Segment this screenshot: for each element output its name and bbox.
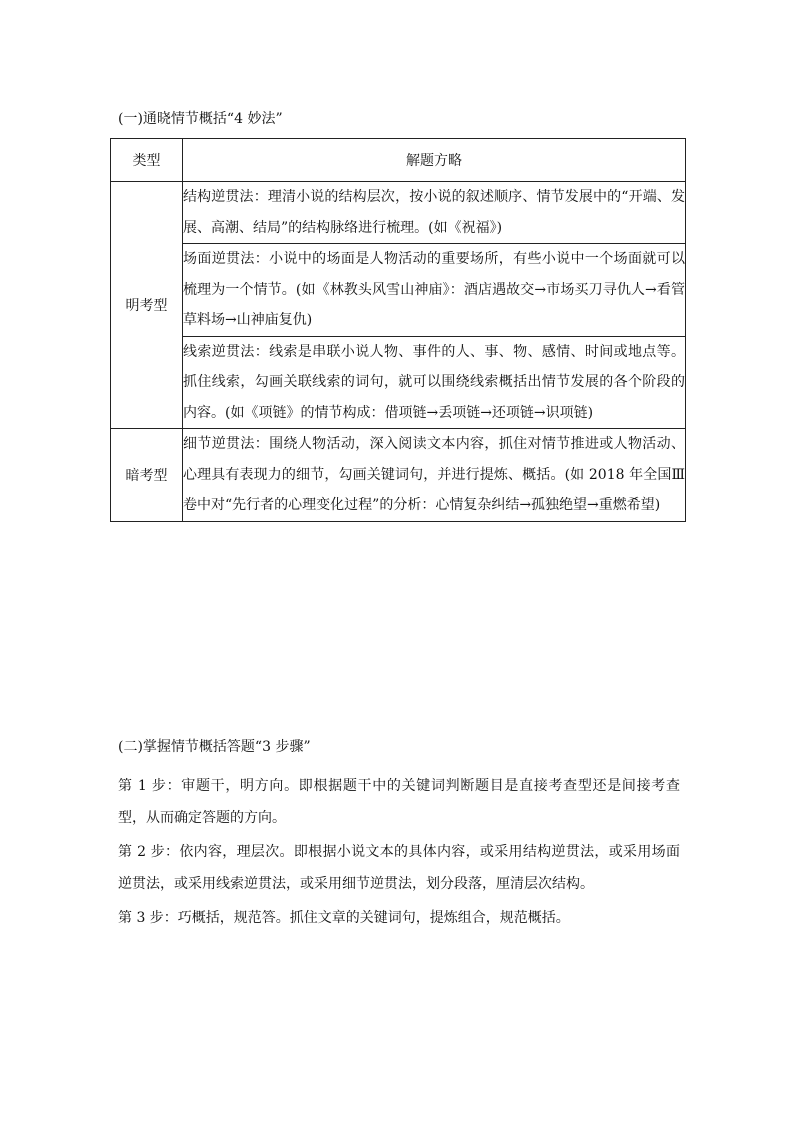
table-row (111, 429, 686, 522)
step-2: 第 2 步：依内容，理层次。即根据小说文本的具体内容，或采用结构逆贯法，或采用场面逆贯法，或采用线索逆贯法，或采用细节逆贯法，划分段落，厘清层次结构。 (118, 844, 680, 892)
step-3: 第 3 步：巧概括，规范答。抓住文章的关键词句，提炼组合，规范概括。 (118, 910, 570, 926)
method-scene: 场面逆贯法：小说中的场面是人物活动的重要场所，有些小说中一个场面就可以梳理为一个情节。(如《林教头风雪山神庙》：酒店遇故交→市场买刀寻仇人→看管草料场→山神庙复仇) (183, 244, 686, 337)
section-1-heading: (一)通晓情节概括“4 妙法” (118, 111, 283, 127)
strategy-table-wrapper (110, 138, 685, 522)
type-cell-implicit: 暗考型 (111, 429, 183, 522)
table-header-row (111, 139, 686, 182)
section-2-heading: (二)掌握情节概括答题“3 步骤” (118, 739, 311, 755)
header-type: 类型 (111, 139, 183, 182)
header-strategy: 解题方略 (183, 139, 686, 182)
method-clue: 线索逆贯法：线索是串联小说人物、事件的人、事、物、感情、时间或地点等。抓住线索，勾画关联线索的词句，就可以围绕线索概括出情节发展的各个阶段的内容。(如《项链》的情节构成：借项链→丢项链→还项链→识项链) (183, 336, 686, 429)
section-2 (118, 736, 680, 936)
type-cell-explicit: 明考型 (111, 182, 183, 429)
method-detail: 细节逆贯法：围绕人物活动，深入阅读文本内容，抓住对情节推进或人物活动、心理具有表现力的细节，勾画关键词句，并进行提炼、概括。(如 2018 年全国Ⅲ卷中对“先行者的心理变化过程”的分析：心情复杂纠结→孤独绝望→重燃希望) (183, 429, 686, 522)
table-row (111, 244, 686, 337)
method-structure: 结构逆贯法：理清小说的结构层次，按小说的叙述顺序、情节发展中的“开端、发展、高潮、结局”的结构脉络进行梳理。(如《祝福》) (183, 182, 686, 244)
table-row (111, 336, 686, 429)
strategy-table (110, 138, 686, 522)
table-row (111, 182, 686, 244)
step-1: 第 1 步：审题干，明方向。即根据题干中的关键词判断题目是直接考查型还是间接考查型，从而确定答题的方向。 (118, 778, 680, 826)
